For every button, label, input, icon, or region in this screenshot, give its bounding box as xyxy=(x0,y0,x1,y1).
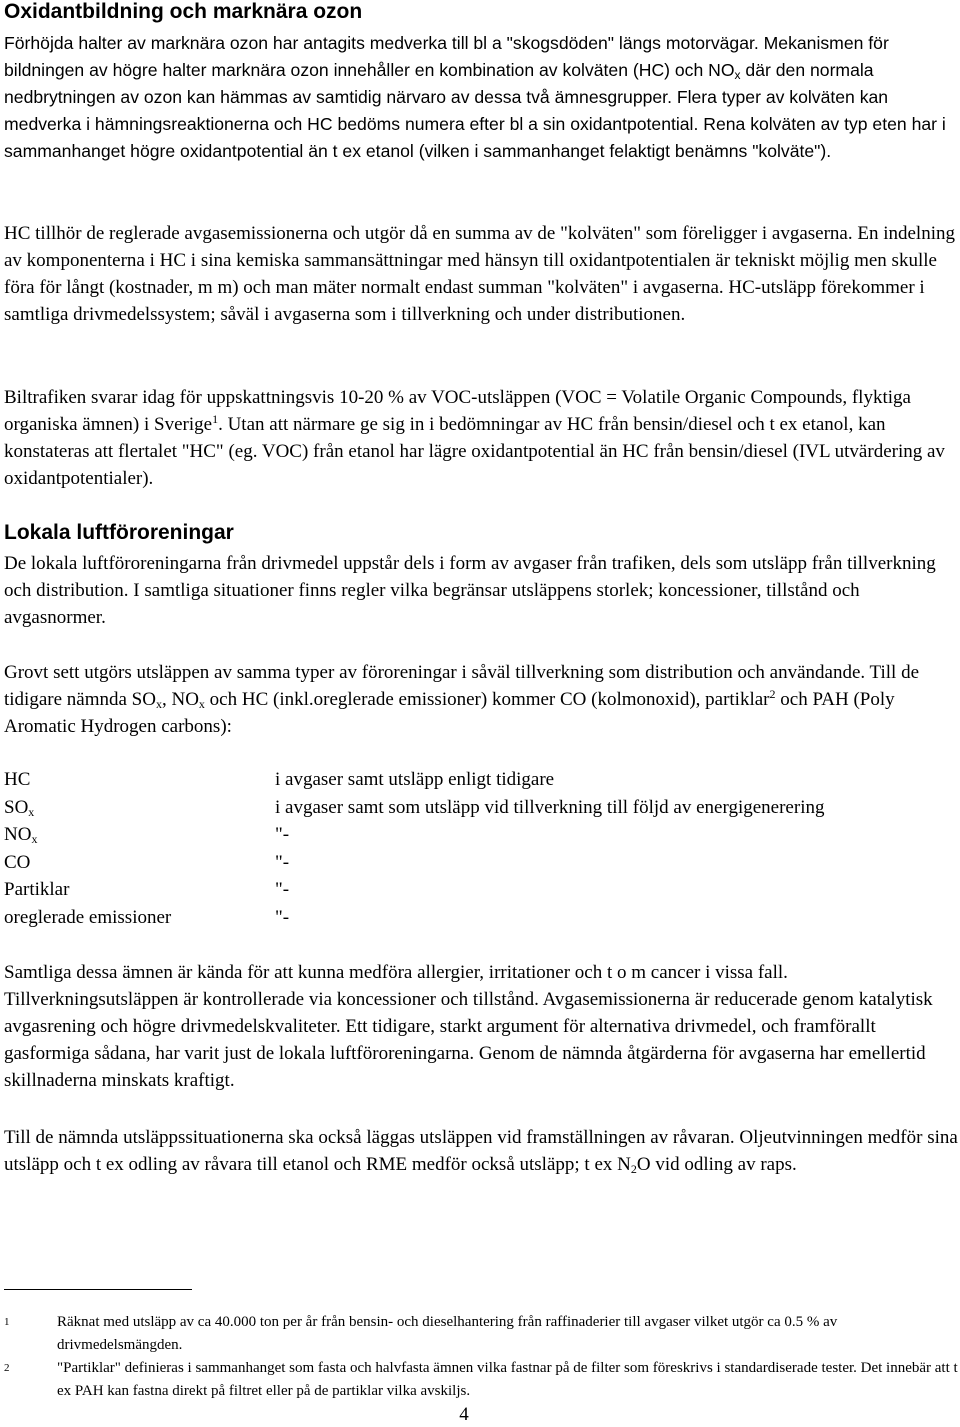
emission-term: HC xyxy=(4,769,31,790)
heading-lokala-luftfororeningar: Lokala luftföroreningar xyxy=(4,521,234,544)
emission-term: NO xyxy=(4,824,32,846)
footnote-mark: 2 xyxy=(4,1362,10,1374)
emission-description: "- xyxy=(275,906,290,928)
page-number: 4 xyxy=(459,1404,469,1425)
list-item xyxy=(4,879,824,907)
emission-description: "- xyxy=(275,879,290,901)
paragraph-hc-regulated: HC tillhör de reglerade avgasemissionerna och utgör då en summa av de "kolväten" som föreligger i avgaserna. En indelning av komponenterna i HC i sina kemiska sammansättningar med hänsyn till oxidantpotentialen är tekniskt möjlig men skulle föra för långt (kostnader, m m) och man mäter normalt endast summan "kolväten" i avgaserna. HC-utsläpp förekommer i samtliga drivmedelssystem; såväl i avgaserna som i tillverkning och under distributionen. xyxy=(4,223,955,325)
emissions-list xyxy=(4,769,824,935)
paragraph-ozone-mechanism: Förhöjda halter av marknära ozon har antagits medverka till bl a "skogsdöden" längs motorvägar. Mekanismen för bildningen av högre halter marknära ozon innehåller en kombination av kolväten (HC) och $NO_x$ där den normala nedbrytningen av ozon kan hämmas av samtidig närvaro av dessa två ämnesgrupper. Flera typer av kolväten kan medverka i hämningsreaktionerna och HC bedöms numera efter bl a sin oxidantpotential. Rena kolväten av typ eten har i sammanhanget högre oxidantpotential än t ex etanol (vilken i sammanhanget felaktigt benämns "kolväte"). xyxy=(4,33,946,161)
emission-term: CO xyxy=(4,851,31,873)
paragraph-pollutant-types: Grovt sett utgörs utsläppen av samma typer av föroreningar i såväl tillverkning som distribution och användande. Till de tidigare nämnda $SO_x$, $NO_x$ och HC (inkl.oreglerade emissioner) kommer CO (kolmonoxid), partiklar$^2$ och PAH (Poly Aromatic Hydrogen carbons): xyxy=(4,662,919,737)
paragraph-voc-share: Biltrafiken svarar idag för uppskattningsvis 10-20 % av VOC-utsläppen (VOC = Volatile Organic Compounds, flyktiga organiska ämnen) i Sverige$^1$. Utan att närmare ge sig in i bedömningar av HC från bensin/diesel och t ex etanol, kan konstateras att flertalet "HC" (eg. VOC) från etanol har lägre oxidantpotential än HC från bensin/diesel (IVL utvärdering av oxidantpotentialer). xyxy=(4,387,945,489)
emission-term: SO xyxy=(4,796,29,818)
footnote-mark: 1 xyxy=(4,1316,10,1328)
footnote-1 xyxy=(4,1311,959,1357)
list-item: $NO_x$ "- xyxy=(4,824,824,852)
emission-term: Partiklar xyxy=(4,879,70,901)
paragraph-health-effects: Samtliga dessa ämnen är kända för att kunna medföra allergier, irritationer och t o m cancer i vissa fall. Tillverkningsutsläppen är kontrollerade via koncessioner och tillstånd. Avgasemissionerna är reducerade genom katalytisk avgasrening och högre drivmedelskvaliteter. Ett tidigare, starkt argument för alternativa drivmedel, och framförallt gasformiga sådana, har varit just de lokala luftföroreningarna. Genom de nämnda åtgärderna för avgaserna har emellertid skillnaderna minskats kraftigt. xyxy=(4,962,933,1091)
heading-oxidantbildning: Oxidantbildning och marknära ozon xyxy=(4,0,363,23)
list-item xyxy=(4,852,824,880)
emission-term: oreglerade emissioner xyxy=(4,906,172,928)
footnote-text: Räknat med utsläpp av ca 40.000 ton per år från bensin- och dieselhantering från raffinaderier till avgaser vilket utgör ca 0.5 % av drivmedelsmängden. xyxy=(57,1314,838,1353)
paragraph-raw-material: Till de nämnda utsläppssituationerna ska också läggas utsläppen vid framställningen av råvaran. Oljeutvinningen medför sina utsläpp och t ex odling av råvara till etanol och RME medför också utsläpp; t ex $N_2O$ vid odling av raps. xyxy=(4,1127,958,1176)
emission-description: i avgaser samt utsläpp enligt tidigare xyxy=(275,769,555,790)
emission-description: i avgaser samt som utsläpp vid tillverkning till följd av energigenerering xyxy=(275,796,825,818)
list-item: $SO_x$ i avgaser samt som utsläpp vid tillverkning till följd av energigenerering xyxy=(4,797,824,825)
footnote-2 xyxy=(4,1357,959,1403)
list-item xyxy=(4,769,824,797)
footnote-divider xyxy=(4,1289,192,1290)
list-item xyxy=(4,907,824,935)
footnote-text: "Partiklar" definieras i sammanhanget som fasta och halvfasta ämnen vilka fastnar på de filter som föreskrivs i standardiserade tester. Det innebär att t ex PAH kan fastna direkt på filtret eller på de partiklar vilka avskiljs. xyxy=(57,1360,958,1399)
emission-description: "- xyxy=(275,824,290,846)
emission-description: "- xyxy=(275,851,290,873)
paragraph-local-pollution: De lokala luftföroreningarna från drivmedel uppstår dels i form av avgaser från trafiken, dels som utsläpp från tillverkning och distribution. I samtliga situationer finns regler vilka begränsar utsläppens storlek; koncessioner, tillstånd och avgasnormer. xyxy=(4,553,936,628)
